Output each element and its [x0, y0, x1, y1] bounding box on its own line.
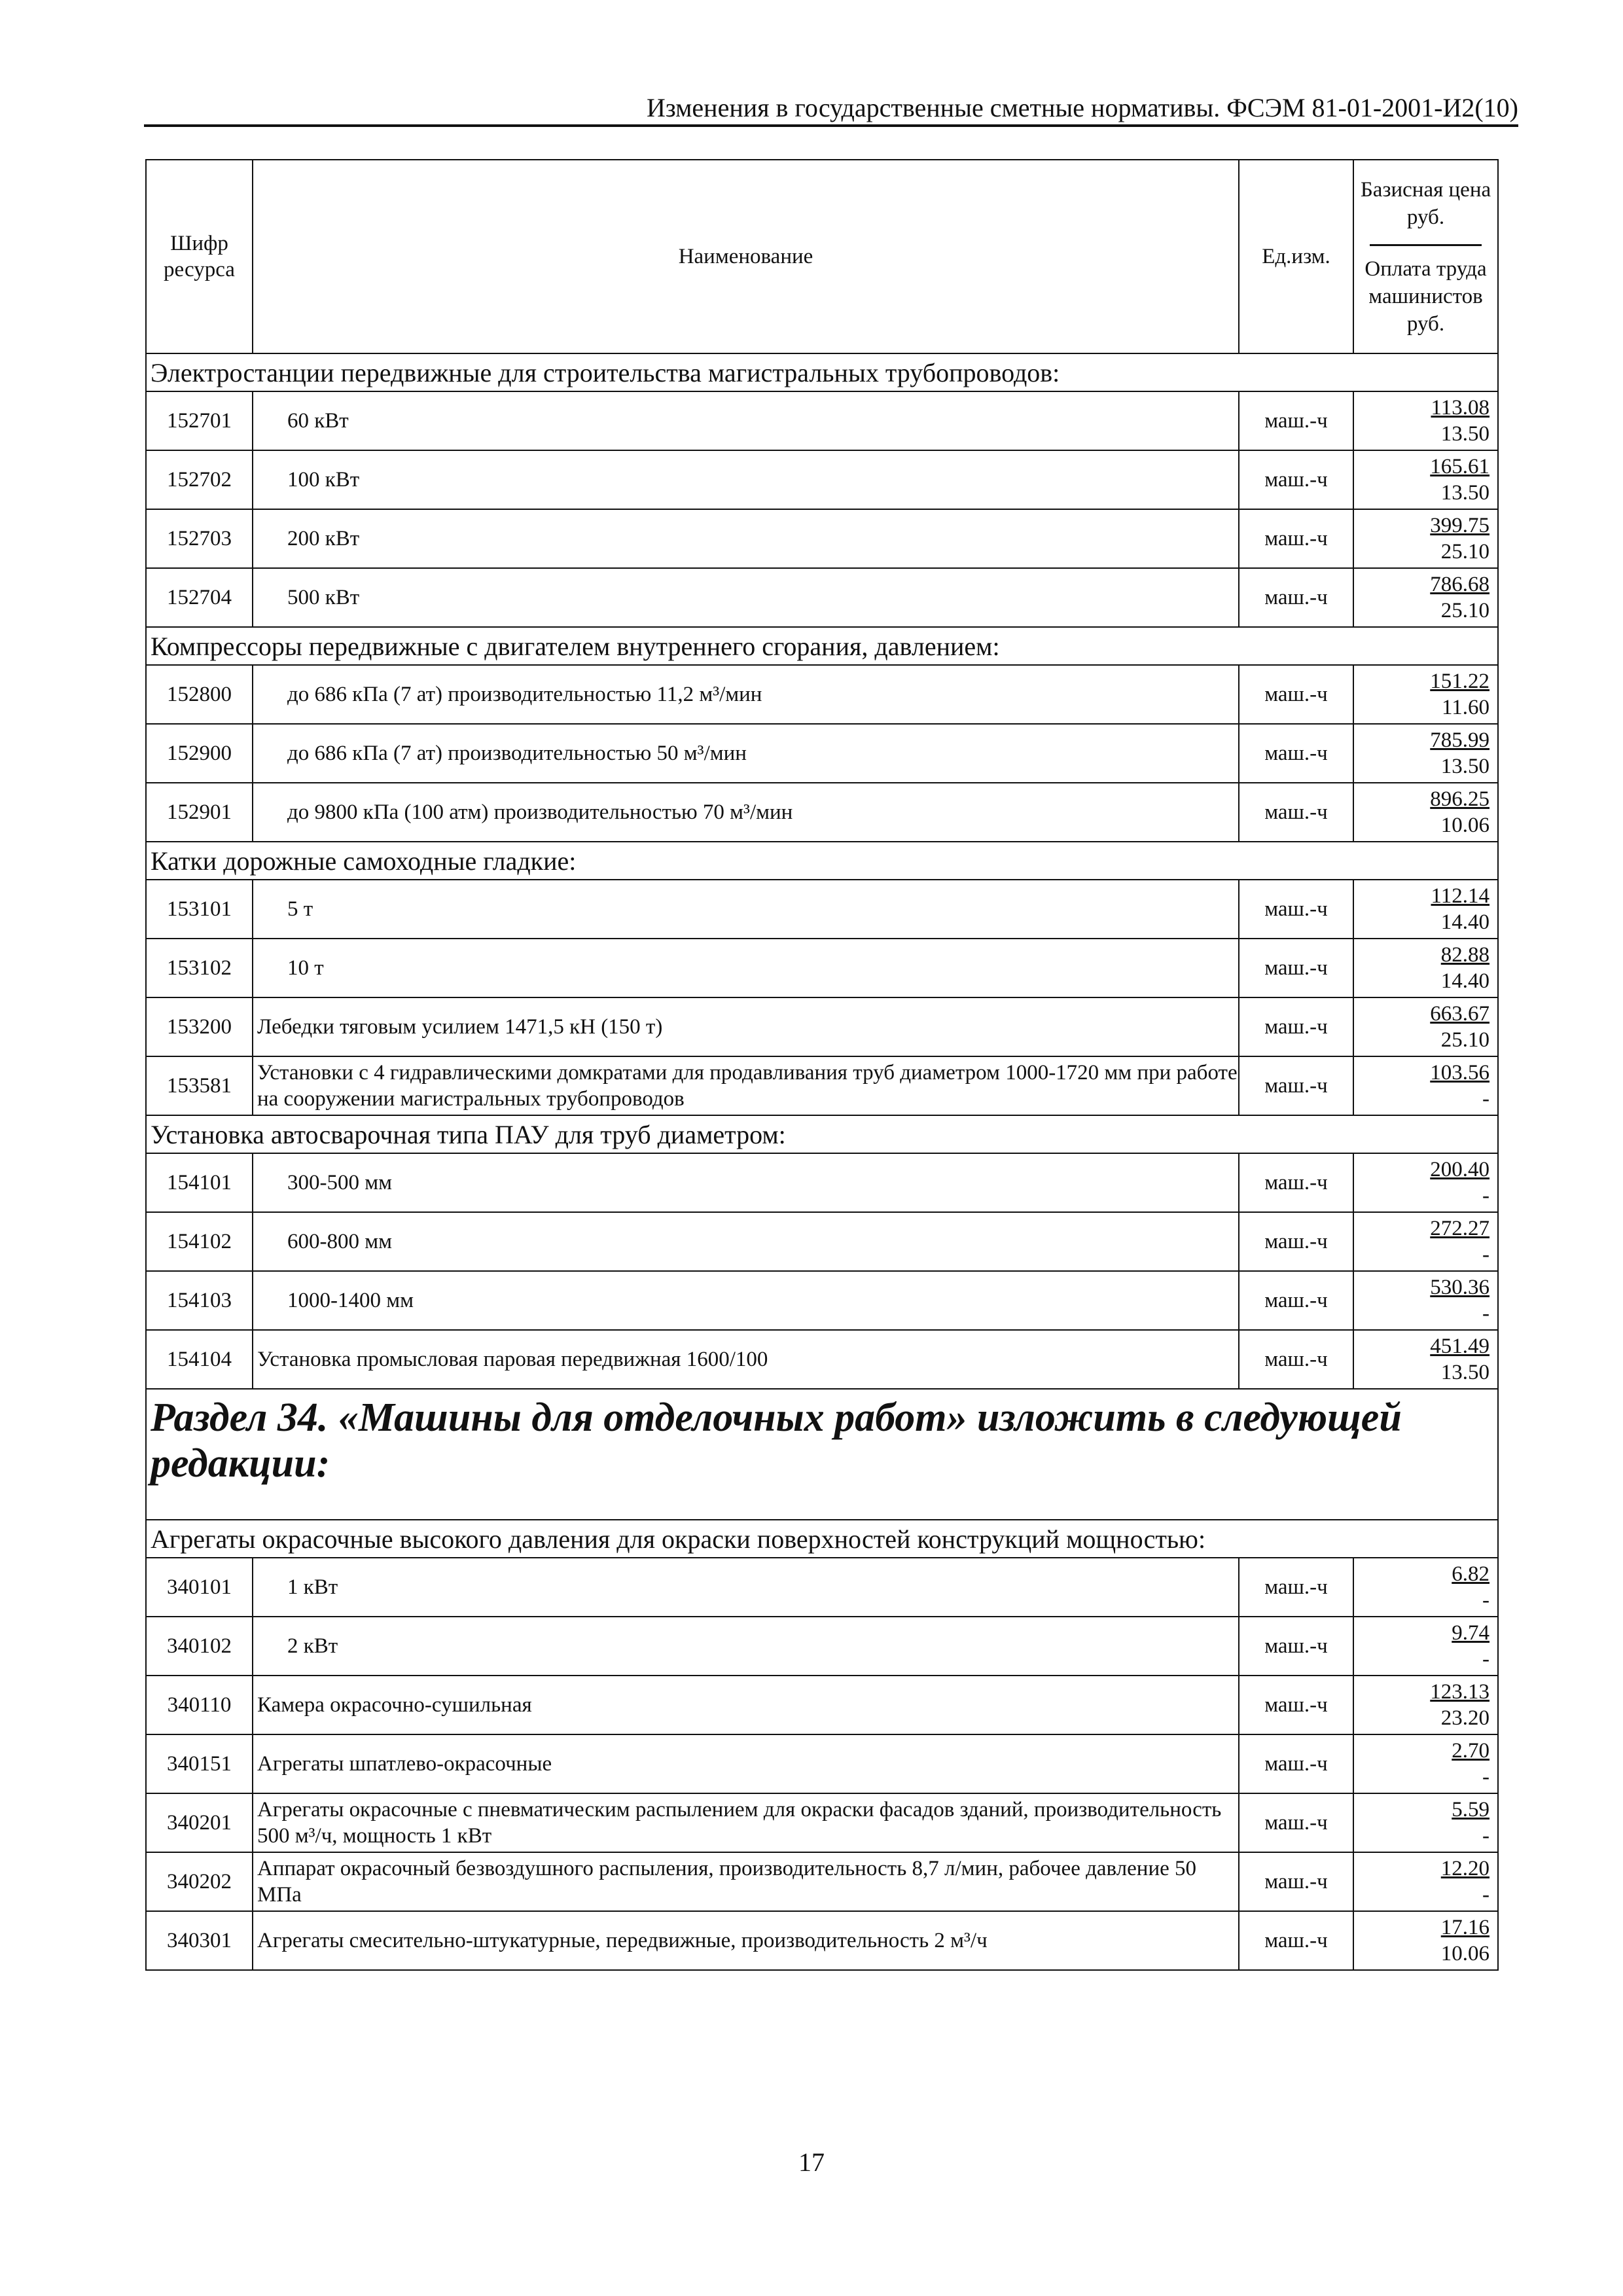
base-price: 165.61: [1430, 455, 1489, 478]
base-price: 103.56: [1430, 1061, 1489, 1085]
operator-wage: -: [1482, 1243, 1489, 1266]
row-unit: маш.-ч: [1239, 1734, 1353, 1793]
row-price: [1353, 724, 1498, 783]
row-price: [1353, 1793, 1498, 1852]
base-price: 785.99: [1430, 728, 1489, 752]
row-name: 100 кВт: [253, 450, 1239, 509]
table-row: [146, 1676, 1498, 1734]
group-title-compressors: Компрессоры передвижные с двигателем внутреннего сгорания, давлением:: [146, 627, 1498, 665]
row-price: [1353, 1056, 1498, 1115]
base-price: 663.67: [1430, 1002, 1489, 1026]
operator-wage: -: [1482, 1087, 1489, 1111]
machines-price-table: [145, 159, 1499, 1971]
table-row: [146, 783, 1498, 842]
row-price: [1353, 939, 1498, 997]
row-name: 2 кВт: [253, 1617, 1239, 1676]
column-header-price: [1353, 160, 1498, 353]
column-header-unit: Ед.изм.: [1239, 160, 1353, 353]
row-name: 500 кВт: [253, 568, 1239, 627]
row-code: 154101: [146, 1153, 253, 1212]
base-price: 12.20: [1440, 1857, 1489, 1880]
section-34-heading: Раздел 34. «Машины для отделочных работ» изложить в следующей редакции:: [146, 1389, 1498, 1520]
table-row: [146, 997, 1498, 1056]
operator-wage: 11.60: [1441, 696, 1489, 719]
group-row: [146, 1115, 1498, 1153]
row-unit: маш.-ч: [1239, 1676, 1353, 1734]
row-price: [1353, 509, 1498, 568]
row-price: [1353, 568, 1498, 627]
row-code: 340301: [146, 1911, 253, 1970]
group-title-welding-units: Установка автосварочная типа ПАУ для труб диаметром:: [146, 1115, 1498, 1153]
row-unit: маш.-ч: [1239, 665, 1353, 724]
row-price: [1353, 1734, 1498, 1793]
base-price: 123.13: [1430, 1680, 1489, 1704]
row-code: 154104: [146, 1330, 253, 1389]
row-unit: маш.-ч: [1239, 724, 1353, 783]
row-unit: маш.-ч: [1239, 880, 1353, 939]
row-price: [1353, 1212, 1498, 1271]
row-name: 300-500 мм: [253, 1153, 1239, 1212]
row-name: 60 кВт: [253, 391, 1239, 450]
row-code: 153101: [146, 880, 253, 939]
row-unit: маш.-ч: [1239, 939, 1353, 997]
row-unit: маш.-ч: [1239, 1793, 1353, 1852]
base-price: 786.68: [1430, 573, 1489, 596]
row-unit: маш.-ч: [1239, 1558, 1353, 1617]
row-price: [1353, 1852, 1498, 1911]
table-row: [146, 724, 1498, 783]
row-code: 154102: [146, 1212, 253, 1271]
base-price: 6.82: [1452, 1562, 1489, 1586]
row-name: до 686 кПа (7 ат) производительностью 50 м³/мин: [253, 724, 1239, 783]
table-row: [146, 1617, 1498, 1676]
row-code: 340102: [146, 1617, 253, 1676]
row-code: 153102: [146, 939, 253, 997]
row-name: 1000-1400 мм: [253, 1271, 1239, 1330]
group-row: [146, 842, 1498, 880]
table-row: [146, 1212, 1498, 1271]
operator-wage: -: [1482, 1647, 1489, 1671]
running-header: Изменения в государственные сметные нормативы. ФСЭМ 81-01-2001-И2(10): [144, 92, 1518, 127]
row-code: 340101: [146, 1558, 253, 1617]
row-code: 152800: [146, 665, 253, 724]
row-code: 340201: [146, 1793, 253, 1852]
row-name: Агрегаты шпатлево-окрасочные: [253, 1734, 1239, 1793]
table-row: [146, 1153, 1498, 1212]
base-price: 5.59: [1452, 1798, 1489, 1821]
row-name: Аппарат окрасочный безвоздушного распыления, производительность 8,7 л/мин, рабочее давление 50 МПа: [253, 1852, 1239, 1911]
row-code: 340151: [146, 1734, 253, 1793]
operator-wage: -: [1482, 1765, 1489, 1789]
operator-wage: 10.06: [1440, 814, 1489, 837]
row-price: [1353, 1330, 1498, 1389]
table-row: [146, 1271, 1498, 1330]
row-code: 152901: [146, 783, 253, 842]
operator-wage: -: [1482, 1824, 1489, 1848]
base-price: 451.49: [1430, 1335, 1489, 1358]
row-unit: маш.-ч: [1239, 1617, 1353, 1676]
row-name: Установки с 4 гидравлическими домкратами для продавливания труб диаметром 1000-1720 мм при работе на сооружении магистральных трубопроводов: [253, 1056, 1239, 1115]
row-name: Лебедки тяговым усилием 1471,5 кН (150 т): [253, 997, 1239, 1056]
group-row: [146, 1520, 1498, 1558]
table-row: [146, 1056, 1498, 1115]
row-name: Установка промысловая паровая передвижная 1600/100: [253, 1330, 1239, 1389]
operator-wage: 13.50: [1440, 481, 1489, 505]
row-code: 340110: [146, 1676, 253, 1734]
header-fraction-rule: [1370, 244, 1482, 246]
row-price: [1353, 665, 1498, 724]
table-row: [146, 1734, 1498, 1793]
row-price: [1353, 1911, 1498, 1970]
base-price: 200.40: [1430, 1158, 1489, 1181]
row-unit: маш.-ч: [1239, 568, 1353, 627]
table-row: [146, 1330, 1498, 1389]
base-price: 151.22: [1430, 670, 1489, 693]
row-price: [1353, 391, 1498, 450]
operator-wage: 13.50: [1440, 1361, 1489, 1384]
row-code: 153200: [146, 997, 253, 1056]
table-header-row: [146, 160, 1498, 353]
table-row: [146, 509, 1498, 568]
section-heading-row: [146, 1389, 1498, 1520]
base-price: 530.36: [1430, 1276, 1489, 1299]
row-name: до 9800 кПа (100 атм) производительностью 70 м³/мин: [253, 783, 1239, 842]
row-name: 5 т: [253, 880, 1239, 939]
row-unit: маш.-ч: [1239, 1852, 1353, 1911]
row-unit: маш.-ч: [1239, 1330, 1353, 1389]
row-unit: маш.-ч: [1239, 1212, 1353, 1271]
base-price: 9.74: [1452, 1621, 1489, 1645]
operator-wage: -: [1482, 1302, 1489, 1325]
base-price: 82.88: [1440, 943, 1489, 967]
table-row: [146, 665, 1498, 724]
row-code: 152703: [146, 509, 253, 568]
table-row: [146, 568, 1498, 627]
row-code: 152704: [146, 568, 253, 627]
table-row: [146, 1852, 1498, 1911]
row-price: [1353, 1617, 1498, 1676]
row-name: Камера окрасочно-сушильная: [253, 1676, 1239, 1734]
row-code: 154103: [146, 1271, 253, 1330]
row-name: 10 т: [253, 939, 1239, 997]
table-row: [146, 1911, 1498, 1970]
base-price: 399.75: [1430, 514, 1489, 537]
column-header-name: Наименование: [253, 160, 1239, 353]
row-price: [1353, 783, 1498, 842]
row-price: [1353, 1271, 1498, 1330]
operator-wage: 25.10: [1440, 599, 1489, 622]
column-header-code: Шифр ресурса: [146, 160, 253, 353]
column-header-base-price: Базисная цена руб.: [1360, 177, 1491, 229]
table-row: [146, 880, 1498, 939]
base-price: 896.25: [1430, 787, 1489, 811]
row-price: [1353, 450, 1498, 509]
base-price: 2.70: [1452, 1739, 1489, 1763]
row-unit: маш.-ч: [1239, 1056, 1353, 1115]
operator-wage: 25.10: [1440, 540, 1489, 564]
row-price: [1353, 1676, 1498, 1734]
row-price: [1353, 880, 1498, 939]
row-unit: маш.-ч: [1239, 783, 1353, 842]
group-row: [146, 627, 1498, 665]
row-code: 152702: [146, 450, 253, 509]
row-name: 1 кВт: [253, 1558, 1239, 1617]
operator-wage: 25.10: [1440, 1028, 1489, 1052]
row-name: Агрегаты смесительно-штукатурные, передвижные, производительность 2 м³/ч: [253, 1911, 1239, 1970]
row-price: [1353, 1558, 1498, 1617]
operator-wage: 10.06: [1440, 1942, 1489, 1965]
group-row: [146, 353, 1498, 391]
row-code: 340202: [146, 1852, 253, 1911]
operator-wage: 13.50: [1440, 422, 1489, 446]
row-unit: маш.-ч: [1239, 1271, 1353, 1330]
operator-wage: -: [1482, 1184, 1489, 1208]
operator-wage: 23.20: [1440, 1706, 1489, 1730]
row-code: 153581: [146, 1056, 253, 1115]
table-row: [146, 1793, 1498, 1852]
row-name: 200 кВт: [253, 509, 1239, 568]
page-number: 17: [798, 2147, 825, 2177]
operator-wage: -: [1482, 1588, 1489, 1612]
base-price: 113.08: [1431, 396, 1489, 420]
row-unit: маш.-ч: [1239, 997, 1353, 1056]
operator-wage: -: [1482, 1883, 1489, 1907]
row-name: 600-800 мм: [253, 1212, 1239, 1271]
row-unit: маш.-ч: [1239, 450, 1353, 509]
table-row: [146, 939, 1498, 997]
base-price: 272.27: [1430, 1217, 1489, 1240]
row-unit: маш.-ч: [1239, 1911, 1353, 1970]
row-unit: маш.-ч: [1239, 391, 1353, 450]
group-title-painting-units: Агрегаты окрасочные высокого давления для окраски поверхностей конструкций мощностью:: [146, 1520, 1498, 1558]
row-name: до 686 кПа (7 ат) производительностью 11,2 м³/мин: [253, 665, 1239, 724]
row-price: [1353, 997, 1498, 1056]
operator-wage: 14.40: [1440, 969, 1489, 993]
column-header-operator-wage: Оплата труда машинистов руб.: [1364, 257, 1487, 336]
row-unit: маш.-ч: [1239, 1153, 1353, 1212]
group-title-power-stations: Электростанции передвижные для строительства магистральных трубопроводов:: [146, 353, 1498, 391]
row-code: 152900: [146, 724, 253, 783]
row-name: Агрегаты окрасочные с пневматическим распылением для окраски фасадов зданий, производительность 500 м³/ч, мощность 1 кВт: [253, 1793, 1239, 1852]
base-price: 17.16: [1440, 1916, 1489, 1939]
table-row: [146, 391, 1498, 450]
group-title-road-rollers: Катки дорожные самоходные гладкие:: [146, 842, 1498, 880]
row-unit: маш.-ч: [1239, 509, 1353, 568]
row-price: [1353, 1153, 1498, 1212]
table-row: [146, 1558, 1498, 1617]
row-code: 152701: [146, 391, 253, 450]
base-price: 112.14: [1431, 884, 1489, 908]
operator-wage: 14.40: [1440, 910, 1489, 934]
operator-wage: 13.50: [1440, 755, 1489, 778]
table-row: [146, 450, 1498, 509]
